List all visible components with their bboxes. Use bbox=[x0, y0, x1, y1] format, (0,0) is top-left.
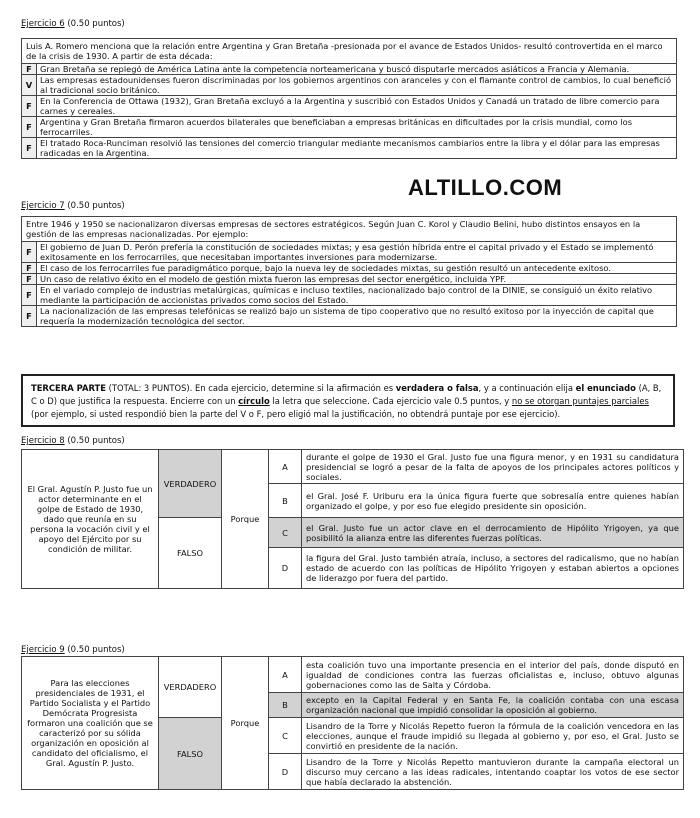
ej7-row bbox=[22, 285, 677, 306]
ej6-row bbox=[22, 117, 677, 138]
statement-text: En la Conferencia de Ottawa (1932), Gran Bretaña excluyó a la Argentina y suscribió con Estados Unidos y Canadá un tratado de libre comercio para carnes y cereales. bbox=[37, 96, 677, 117]
option-letter-c[interactable]: C bbox=[269, 718, 302, 754]
ej6-row bbox=[22, 96, 677, 117]
ej7-row bbox=[22, 263, 677, 274]
option-text: durante el golpe de 1930 el Gral. Justo fue una figura menor, y en 1931 su candidatura presidencial se logró a pesar de la falta de apoyos de los principales actores políticos y sociales. bbox=[302, 450, 684, 484]
option-text: la figura del Gral. Justo también atraía, incluso, a sectores del radicalismo, que no habían estado de acuerdo con las políticas de Hipólito Yrigoyen y estaban abiertos a opciones de liderazgo por fuera del partido. bbox=[302, 548, 684, 589]
option-text: excepto en la Capital Federal y en Santa Fe, la coalición contaba con una escasa organización nacional que impidió consolidar la oposición al gobierno. bbox=[302, 693, 684, 718]
answer-cell[interactable]: F bbox=[22, 263, 37, 274]
option-text: el Gral. José F. Uriburu era la única figura fuerte que sobresalía entre quienes habían organizado el golpe, y por eso fue elegido presidente sin oposición. bbox=[302, 484, 684, 518]
statement-text: El tratado Roca-Runciman resolvió las tensiones del comercio triangular mediante mecanismos cambiarios entre la libra y el dólar para las empresas radicadas en la Argentina. bbox=[37, 138, 677, 159]
option-letter-a[interactable]: A bbox=[269, 450, 302, 484]
answer-cell[interactable]: F bbox=[22, 306, 37, 327]
option-text: el Gral. Justo fue un actor clave en el derrocamiento de Hipólito Yrigoyen, ya que posibilitó la alianza entre las diferentes fuerzas políticas. bbox=[302, 518, 684, 548]
answer-cell[interactable]: F bbox=[22, 242, 37, 263]
option-letter-b[interactable]: B bbox=[269, 484, 302, 518]
ej6-heading: Ejercicio 6 (0.50 puntos) bbox=[21, 19, 125, 29]
option-text: Lisandro de la Torre y Nicolás Repetto mantuvieron durante la campaña electoral un discurso muy cercano a las ideas radicales, intentando coaptar los votos de ese sector que había declarado la abstención. bbox=[302, 754, 684, 790]
answer-cell[interactable]: F bbox=[22, 274, 37, 285]
ej8-table bbox=[21, 449, 684, 589]
option-text: esta coalición tuvo una importante presencia en el interior del país, donde disputó en igualdad de condiciones contra las fuerzas oficialistas e, incluso, obtuvo algunas gobernaciones como las de Salta y Córdoba. bbox=[302, 657, 684, 693]
ej7-row bbox=[22, 242, 677, 263]
ej7-intro: Entre 1946 y 1950 se nacionalizaron diversas empresas de sectores estratégicos. Según Juan C. Korol y Claudio Belini, hubo distintos ensayos en la gestión de las empresas nacionalizadas. Por ejemplo: bbox=[22, 217, 677, 242]
option-letter-d[interactable]: D bbox=[269, 548, 302, 589]
statement-text: En el variado complejo de industrias metalúrgicas, químicas e incluso textiles, nacionalizado bajo control de la DINIE, se consiguió un éxito relativo mediante la participación de accionistas privados como socios del Estado. bbox=[37, 285, 677, 306]
answer-cell[interactable]: V bbox=[22, 75, 37, 96]
answer-cell[interactable]: F bbox=[22, 64, 37, 75]
statement-text: Las empresas estadounidenses fueron discriminadas por los gobiernos argentinos con aranceles y con el flamante control de cambios, lo cual benefició al tradicional socio británico. bbox=[37, 75, 677, 96]
answer-cell[interactable]: F bbox=[22, 117, 37, 138]
answer-cell[interactable]: F bbox=[22, 96, 37, 117]
falso-option[interactable]: FALSO bbox=[159, 718, 222, 790]
ej9-table bbox=[21, 656, 684, 790]
ej7-table bbox=[21, 216, 677, 327]
option-letter-d[interactable]: D bbox=[269, 754, 302, 790]
ej7-row bbox=[22, 306, 677, 327]
porque-label: Porque bbox=[222, 657, 269, 790]
statement-text: Un caso de relativo éxito en el modelo de gestión mixta fueron las empresas del sector energético, incluida YPF. bbox=[37, 274, 677, 285]
statement-text: El caso de los ferrocarriles fue paradigmático porque, bajo la nueva ley de sociedades mixtas, su gestión resultó un antecedente exitoso. bbox=[37, 263, 677, 274]
answer-cell[interactable]: F bbox=[22, 138, 37, 159]
ej7-heading: Ejercicio 7 (0.50 puntos) bbox=[21, 201, 125, 211]
answer-cell[interactable]: F bbox=[22, 285, 37, 306]
ej6-table bbox=[21, 38, 677, 159]
ej6-row bbox=[22, 64, 677, 75]
instructions-box: TERCERA PARTE (TOTAL: 3 PUNTOS). En cada ejercicio, determine si la afirmación es verdadera o falsa, y a continuación elija el enunciado (A, B, C o D) que justifica la respuesta. Encierre con un círculo la letra que seleccione. Cada ejercicio vale 0.5 puntos, y no se otorgan puntajes parciales (por ejemplo, si usted respondió bien la parte del V o F, pero eligió mal la justificación, no obtendrá puntaje por ese ejercicio). bbox=[21, 374, 675, 427]
watermark: ALTILLO.COM bbox=[408, 175, 563, 200]
ej8-stem: El Gral. Agustín P. Justo fue un actor determinante en el golpe de Estado de 1930, dado que reunía en su persona la vocación civil y el apoyo del Ejército por su condición de militar. bbox=[22, 450, 159, 589]
porque-label: Porque bbox=[222, 450, 269, 589]
option-text: Lisandro de la Torre y Nicolás Repetto fueron la fórmula de la coalición vencedora en las elecciones, aunque el fraude impidió su llegada al gobierno y, por eso, el Gral. Justo se convirtió en presidente de la nación. bbox=[302, 718, 684, 754]
ej9-heading: Ejercicio 9 (0.50 puntos) bbox=[21, 645, 125, 655]
verdadero-option[interactable]: VERDADERO bbox=[159, 450, 222, 518]
ej6-row bbox=[22, 138, 677, 159]
statement-text: El gobierno de Juan D. Perón prefería la constitución de sociedades mixtas; y esa gestión híbrida entre el capital privado y el Estado se implementó exitosamente en los ferrocarriles, que necesitaban importantes inversiones para modernizarse. bbox=[37, 242, 677, 263]
ej9-stem: Para las elecciones presidenciales de 1931, el Partido Socialista y el Partido Demócrata Progresista formaron una coalición que se caracterizó por su sólida organización en oposición al candidato del oficialismo, el Gral. Agustín P. Justo. bbox=[22, 657, 159, 790]
falso-option[interactable]: FALSO bbox=[159, 518, 222, 589]
option-letter-c[interactable]: C bbox=[269, 518, 302, 548]
ej7-row bbox=[22, 274, 677, 285]
option-letter-a[interactable]: A bbox=[269, 657, 302, 693]
statement-text: Argentina y Gran Bretaña firmaron acuerdos bilaterales que beneficiaban a empresas británicas en dificultades por la crisis mundial, como los ferrocarriles. bbox=[37, 117, 677, 138]
ej8-heading: Ejercicio 8 (0.50 puntos) bbox=[21, 436, 125, 446]
verdadero-option[interactable]: VERDADERO bbox=[159, 657, 222, 718]
option-letter-b[interactable]: B bbox=[269, 693, 302, 718]
statement-text: Gran Bretaña se replegó de América Latina ante la competencia norteamericana y buscó disputarle mercados asiáticos a Francia y Alemania. bbox=[37, 64, 677, 75]
ej6-intro: Luis A. Romero menciona que la relación entre Argentina y Gran Bretaña -presionada por el avance de Estados Unidos- resultó controvertida en el marco de la crisis de 1930. A partir de esta década: bbox=[22, 39, 677, 64]
ej6-row bbox=[22, 75, 677, 96]
statement-text: La nacionalización de las empresas telefónicas se realizó bajo un sistema de tipo cooperativo que no resultó exitoso por la inyección de capital que requería la modernización tecnológica del sector. bbox=[37, 306, 677, 327]
